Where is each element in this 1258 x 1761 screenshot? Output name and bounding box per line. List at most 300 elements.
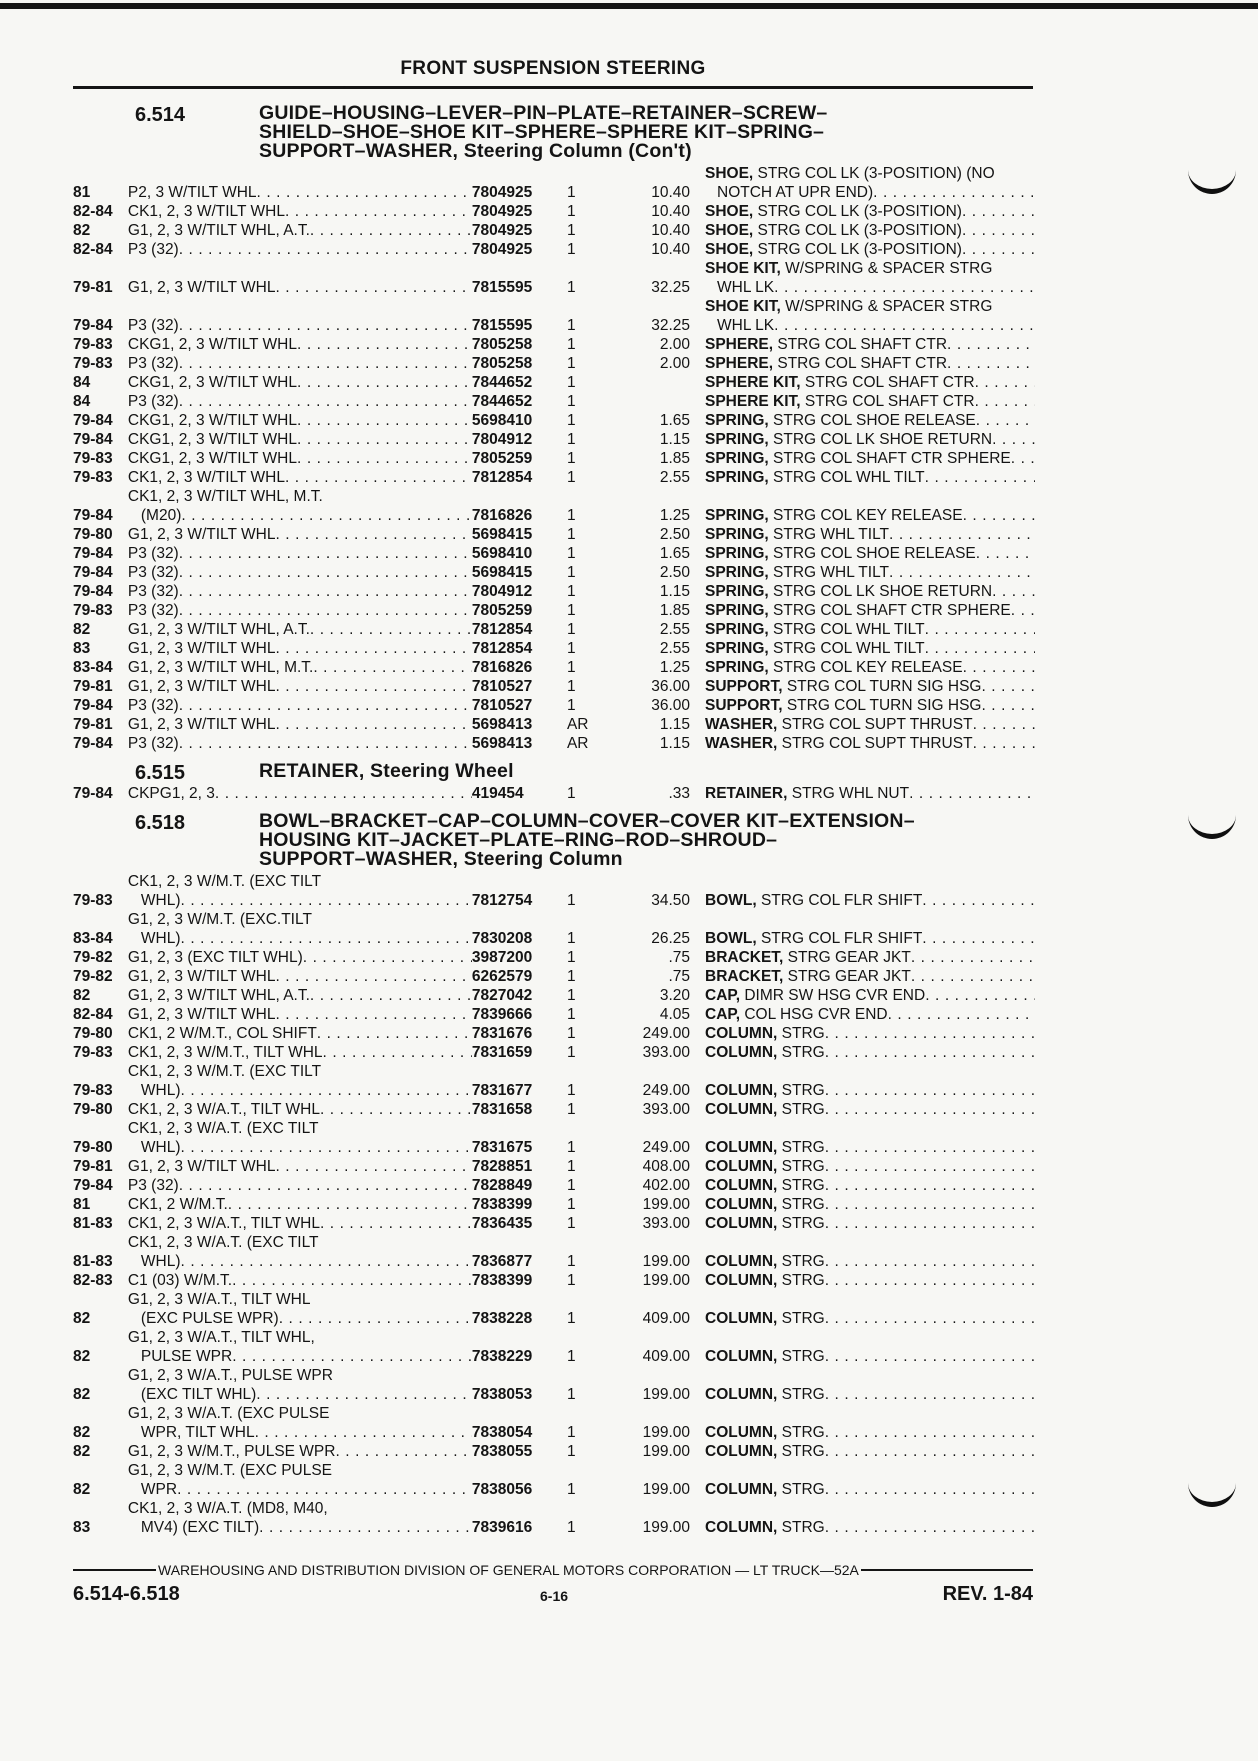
application-text: WHL) bbox=[140, 1139, 181, 1156]
price: 10.40 bbox=[651, 203, 690, 220]
application-line bbox=[128, 1176, 472, 1195]
application-line bbox=[128, 240, 472, 259]
application-line bbox=[128, 1024, 472, 1043]
application-line bbox=[128, 183, 472, 202]
description-line bbox=[705, 1480, 1035, 1499]
description-detail: STRG bbox=[777, 1386, 825, 1403]
description-text bbox=[705, 468, 925, 487]
description-detail: NOTCH AT UPR END) bbox=[717, 184, 874, 201]
parts-row bbox=[73, 1005, 1035, 1024]
part-name: SPRING, bbox=[705, 659, 769, 676]
part-name: COLUMN, bbox=[705, 1196, 778, 1213]
application bbox=[128, 544, 472, 563]
description-detail: STRG COL LK (3-POSITION) bbox=[753, 241, 962, 258]
description-line bbox=[705, 891, 1035, 910]
application-text: (EXC PULSE WPR) bbox=[140, 1310, 279, 1327]
quantity: 1 bbox=[566, 241, 576, 258]
part-number: 7812854 bbox=[471, 621, 533, 638]
model-year: 79-84 bbox=[73, 735, 113, 752]
model-year: 79-82 bbox=[73, 949, 113, 966]
description bbox=[705, 544, 1035, 563]
parts-row bbox=[73, 1233, 1035, 1271]
application-line bbox=[128, 487, 472, 506]
part-name: SPRING, bbox=[705, 564, 769, 581]
application-text: CK1, 2, 3 W/A.T. (EXC TILT bbox=[127, 1234, 319, 1251]
description-text bbox=[705, 544, 976, 563]
application-line bbox=[128, 1366, 472, 1385]
description-detail: STRG COL WHL TILT bbox=[768, 640, 925, 657]
price: 199.00 bbox=[642, 1386, 690, 1403]
parts-row bbox=[73, 449, 1035, 468]
application-line bbox=[128, 639, 472, 658]
application-text: G1, 2, 3 W/TILT WHL bbox=[127, 968, 276, 985]
application-text: P3 (32) bbox=[127, 241, 179, 258]
part-name: SPHERE, bbox=[705, 336, 774, 353]
application-line bbox=[128, 1233, 472, 1252]
part-number: 419454 bbox=[471, 785, 524, 802]
application bbox=[128, 910, 472, 948]
price: 1.15 bbox=[659, 583, 690, 600]
description-line bbox=[705, 677, 1035, 696]
quantity: 1 bbox=[566, 203, 576, 220]
description bbox=[705, 1423, 1035, 1442]
part-name: COLUMN, bbox=[705, 1272, 778, 1289]
application-text: CKG1, 2, 3 W/TILT WHL bbox=[127, 450, 297, 467]
description-line bbox=[705, 449, 1035, 468]
part-number: 7836877 bbox=[471, 1253, 533, 1270]
application bbox=[128, 1442, 472, 1461]
description bbox=[705, 563, 1035, 582]
quantity: 1 bbox=[566, 1253, 576, 1270]
quantity: 1 bbox=[566, 431, 576, 448]
part-number: 7816826 bbox=[471, 659, 533, 676]
quantity: 1 bbox=[566, 659, 576, 676]
price: 402.00 bbox=[642, 1177, 690, 1194]
parts-row bbox=[73, 784, 1035, 803]
application-text: G1, 2, 3 W/TILT WHL, A.T. bbox=[127, 987, 310, 1004]
price: 199.00 bbox=[642, 1481, 690, 1498]
description-text bbox=[705, 563, 889, 582]
quantity: 1 bbox=[566, 987, 576, 1004]
parts-row bbox=[73, 202, 1035, 221]
quantity: 1 bbox=[566, 1443, 576, 1460]
application-text: G1, 2, 3 W/A.T., TILT WHL, bbox=[127, 1329, 315, 1346]
description-detail: STRG COL SHAFT CTR SPHERE bbox=[768, 602, 1011, 619]
quantity: 1 bbox=[566, 469, 576, 486]
model-year: 82 bbox=[73, 222, 91, 239]
application-line bbox=[128, 1499, 472, 1518]
part-name: SPRING, bbox=[705, 545, 769, 562]
description bbox=[705, 1138, 1035, 1157]
description-detail: STRG bbox=[777, 1215, 825, 1232]
application-line bbox=[128, 967, 472, 986]
model-year: 79-81 bbox=[73, 716, 113, 733]
model-year: 79-82 bbox=[73, 968, 113, 985]
description-detail: STRG bbox=[777, 1253, 825, 1270]
application-line bbox=[128, 1518, 472, 1537]
model-year: 79-84 bbox=[73, 412, 113, 429]
description-line bbox=[705, 1252, 1035, 1271]
part-number: 7812854 bbox=[471, 469, 533, 486]
model-year: 82-84 bbox=[73, 241, 113, 258]
application bbox=[128, 430, 472, 449]
quantity: 1 bbox=[566, 1139, 576, 1156]
part-number: 7839616 bbox=[471, 1519, 533, 1536]
application-text: CK1, 2, 3 W/M.T., TILT WHL bbox=[127, 1044, 323, 1061]
description-text bbox=[705, 354, 947, 373]
section-number: 6.514 bbox=[135, 104, 186, 126]
parts-row bbox=[73, 1271, 1035, 1290]
description-text bbox=[705, 658, 963, 677]
description-detail: STRG GEAR JKT bbox=[783, 949, 911, 966]
model-year: 82-84 bbox=[73, 1006, 113, 1023]
parts-row bbox=[73, 1176, 1035, 1195]
part-name: COLUMN, bbox=[705, 1386, 778, 1403]
part-name: COLUMN, bbox=[705, 1177, 778, 1194]
application-text: PULSE WPR bbox=[140, 1348, 233, 1365]
application bbox=[128, 202, 472, 221]
quantity: 1 bbox=[566, 1101, 576, 1118]
description bbox=[705, 259, 1035, 297]
model-year: 79-83 bbox=[73, 1082, 113, 1099]
parts-row bbox=[73, 1043, 1035, 1062]
parts-row bbox=[73, 658, 1035, 677]
application-line bbox=[128, 1309, 472, 1328]
part-number: 7838399 bbox=[471, 1272, 533, 1289]
application-line bbox=[128, 354, 472, 373]
price: 1.85 bbox=[659, 602, 690, 619]
application-line bbox=[128, 430, 472, 449]
application bbox=[128, 278, 472, 297]
quantity: 1 bbox=[566, 1025, 576, 1042]
application-text: CKPG1, 2, 3 bbox=[127, 785, 215, 802]
description bbox=[705, 297, 1035, 335]
description-text bbox=[705, 335, 947, 354]
part-number: 5698415 bbox=[471, 526, 533, 543]
application bbox=[128, 1157, 472, 1176]
price: 36.00 bbox=[651, 678, 690, 695]
application-line bbox=[128, 948, 472, 967]
description-text bbox=[705, 506, 963, 525]
application bbox=[128, 1119, 472, 1157]
description-detail: STRG bbox=[777, 1196, 825, 1213]
part-number: 7844652 bbox=[471, 374, 533, 391]
part-number: 7816826 bbox=[471, 507, 533, 524]
part-number: 7804925 bbox=[471, 203, 533, 220]
description bbox=[705, 891, 1035, 910]
quantity: 1 bbox=[566, 393, 576, 410]
price: 409.00 bbox=[642, 1310, 690, 1327]
price: 1.15 bbox=[659, 716, 690, 733]
application bbox=[128, 1024, 472, 1043]
description-detail: STRG bbox=[777, 1272, 825, 1289]
parts-row bbox=[73, 563, 1035, 582]
description-line bbox=[705, 392, 1035, 411]
description-text bbox=[705, 1138, 825, 1157]
description-text bbox=[705, 891, 922, 910]
description-text bbox=[705, 784, 909, 803]
parts-row bbox=[73, 582, 1035, 601]
quantity: 1 bbox=[566, 968, 576, 985]
description-line bbox=[705, 563, 1035, 582]
parts-row bbox=[73, 986, 1035, 1005]
application-line bbox=[128, 1328, 472, 1347]
price: 1.85 bbox=[659, 450, 690, 467]
section-title-line: RETAINER, Steering Wheel bbox=[259, 760, 514, 782]
description bbox=[705, 354, 1035, 373]
application bbox=[128, 487, 472, 525]
description-line bbox=[705, 1271, 1035, 1290]
description-detail: STRG COL SHAFT CTR bbox=[800, 393, 975, 410]
description-text bbox=[705, 1385, 825, 1404]
application bbox=[128, 601, 472, 620]
application bbox=[128, 468, 472, 487]
description-text bbox=[705, 929, 922, 948]
application-line bbox=[128, 1290, 472, 1309]
application bbox=[128, 696, 472, 715]
model-year: 79-84 bbox=[73, 1177, 113, 1194]
quantity: 1 bbox=[566, 1177, 576, 1194]
part-number: 7804912 bbox=[471, 583, 533, 600]
description-detail: STRG COL SHOE RELEASE bbox=[768, 545, 976, 562]
description-text bbox=[705, 1480, 825, 1499]
application-text: G1, 2, 3 W/M.T., PULSE WPR bbox=[127, 1443, 336, 1460]
part-number: 7815595 bbox=[471, 279, 533, 296]
description-line bbox=[705, 986, 1035, 1005]
description-line bbox=[705, 784, 1035, 803]
model-year: 79-83 bbox=[73, 1044, 113, 1061]
part-name: COLUMN, bbox=[705, 1158, 778, 1175]
price: 249.00 bbox=[642, 1025, 690, 1042]
parts-row bbox=[73, 910, 1035, 948]
description bbox=[705, 1309, 1035, 1328]
application bbox=[128, 221, 472, 240]
model-year: 79-81 bbox=[73, 678, 113, 695]
description-detail: STRG COL LK SHOE RETURN bbox=[768, 431, 993, 448]
description-text bbox=[705, 525, 889, 544]
price: .75 bbox=[668, 968, 690, 985]
part-name: SHOE, bbox=[705, 165, 754, 182]
application bbox=[128, 1062, 472, 1100]
description bbox=[705, 164, 1035, 202]
quantity: 1 bbox=[566, 1082, 576, 1099]
application-text: G1, 2, 3 W/A.T. (EXC PULSE bbox=[127, 1405, 330, 1422]
description-line bbox=[705, 1100, 1035, 1119]
application-line bbox=[128, 1138, 472, 1157]
model-year: 84 bbox=[73, 393, 91, 410]
part-name: SPRING, bbox=[705, 412, 769, 429]
application-line bbox=[128, 1195, 472, 1214]
model-year: 79-83 bbox=[73, 892, 113, 909]
application-line bbox=[128, 601, 472, 620]
quantity: 1 bbox=[566, 1519, 576, 1536]
description-text bbox=[705, 696, 981, 715]
description-line bbox=[705, 1385, 1035, 1404]
description bbox=[705, 1176, 1035, 1195]
description-line bbox=[705, 601, 1035, 620]
application-line bbox=[128, 468, 472, 487]
price: 32.25 bbox=[651, 317, 690, 334]
application-line bbox=[128, 1271, 472, 1290]
description-detail: STRG COL SHAFT CTR bbox=[773, 355, 948, 372]
part-name: SPRING, bbox=[705, 526, 769, 543]
quantity: 1 bbox=[566, 1215, 576, 1232]
part-number: 7828851 bbox=[471, 1158, 533, 1175]
description-text bbox=[705, 1100, 825, 1119]
application-text: P3 (32) bbox=[127, 564, 179, 581]
application bbox=[128, 411, 472, 430]
application bbox=[128, 620, 472, 639]
model-year: 79-80 bbox=[73, 526, 113, 543]
part-name: SPHERE KIT, bbox=[705, 374, 801, 391]
model-year: 79-84 bbox=[73, 507, 113, 524]
description-detail: STRG bbox=[777, 1310, 825, 1327]
description-text bbox=[705, 240, 962, 259]
description-detail: STRG COL TURN SIG HSG bbox=[782, 678, 982, 695]
description bbox=[705, 411, 1035, 430]
part-name: SPRING, bbox=[705, 450, 769, 467]
parts-row bbox=[73, 468, 1035, 487]
quantity: 1 bbox=[566, 545, 576, 562]
price: 2.55 bbox=[659, 621, 690, 638]
application-line bbox=[128, 202, 472, 221]
application-line bbox=[128, 278, 472, 297]
quantity: 1 bbox=[566, 697, 576, 714]
price: 2.50 bbox=[659, 564, 690, 581]
description bbox=[705, 1252, 1035, 1271]
application bbox=[128, 639, 472, 658]
section-number: 6.518 bbox=[135, 812, 186, 834]
application-line bbox=[128, 929, 472, 948]
part-name: SPRING, bbox=[705, 507, 769, 524]
price: 2.00 bbox=[659, 355, 690, 372]
part-name: SHOE, bbox=[705, 241, 754, 258]
application-line bbox=[128, 696, 472, 715]
section-title bbox=[259, 762, 1035, 781]
price: .33 bbox=[668, 785, 690, 802]
part-number: 7831676 bbox=[471, 1025, 533, 1042]
description-line bbox=[705, 929, 1035, 948]
application-line bbox=[128, 715, 472, 734]
application-line bbox=[128, 1347, 472, 1366]
price: 199.00 bbox=[642, 1196, 690, 1213]
model-year: 83-84 bbox=[73, 930, 113, 947]
footer-division-line bbox=[73, 1562, 1033, 1578]
part-name: COLUMN, bbox=[705, 1044, 778, 1061]
description-line bbox=[705, 1138, 1035, 1157]
application bbox=[128, 525, 472, 544]
description bbox=[705, 658, 1035, 677]
description-text bbox=[705, 948, 911, 967]
description-line bbox=[705, 658, 1035, 677]
part-name: BOWL, bbox=[705, 892, 757, 909]
description bbox=[705, 1157, 1035, 1176]
description-text bbox=[705, 620, 925, 639]
model-year: 83 bbox=[73, 1519, 91, 1536]
description-line bbox=[705, 1309, 1035, 1328]
application-line bbox=[128, 525, 472, 544]
part-number: 5698410 bbox=[471, 545, 533, 562]
description-line bbox=[705, 1347, 1035, 1366]
description-line bbox=[705, 373, 1035, 392]
description-text bbox=[717, 316, 774, 335]
description-text bbox=[705, 1081, 825, 1100]
description-text bbox=[705, 1347, 825, 1366]
application-text: CK1, 2, 3 W/A.T., TILT WHL bbox=[127, 1101, 320, 1118]
application bbox=[128, 677, 472, 696]
section-title-line: BOWL–BRACKET–CAP–COLUMN–COVER–COVER KIT–EXTENSION– bbox=[259, 810, 915, 832]
quantity: 1 bbox=[566, 1481, 576, 1498]
application bbox=[128, 948, 472, 967]
model-year: 82 bbox=[73, 1386, 91, 1403]
part-number: 7805259 bbox=[471, 450, 533, 467]
quantity: 1 bbox=[566, 317, 576, 334]
description-detail: STRG COL LK SHOE RETURN bbox=[768, 583, 993, 600]
model-year: 84 bbox=[73, 374, 91, 391]
description-text bbox=[705, 601, 1011, 620]
application-text: WHL) bbox=[140, 1082, 181, 1099]
price: 1.15 bbox=[659, 431, 690, 448]
description-detail: STRG bbox=[777, 1443, 825, 1460]
application-text: CKG1, 2, 3 W/TILT WHL bbox=[127, 336, 297, 353]
quantity: 1 bbox=[566, 1424, 576, 1441]
application-text: G1, 2, 3 W/TILT WHL bbox=[127, 640, 276, 657]
price: 1.25 bbox=[659, 659, 690, 676]
part-name: COLUMN, bbox=[705, 1443, 778, 1460]
model-year: 79-83 bbox=[73, 602, 113, 619]
application-text: WHL) bbox=[140, 892, 181, 909]
description-text bbox=[705, 1157, 825, 1176]
parts-row bbox=[73, 392, 1035, 411]
description-line bbox=[705, 316, 1035, 335]
application-text: G1, 2, 3 W/A.T., PULSE WPR bbox=[127, 1367, 333, 1384]
quantity: 1 bbox=[566, 1006, 576, 1023]
quantity: 1 bbox=[566, 1158, 576, 1175]
price: 249.00 bbox=[642, 1082, 690, 1099]
parts-row bbox=[73, 1499, 1035, 1537]
description bbox=[705, 1480, 1035, 1499]
description bbox=[705, 639, 1035, 658]
description-line bbox=[705, 1214, 1035, 1233]
description-line bbox=[705, 506, 1035, 525]
price: 199.00 bbox=[642, 1272, 690, 1289]
part-number: 7810527 bbox=[471, 678, 533, 695]
description-text bbox=[705, 1442, 825, 1461]
description-detail: STRG bbox=[777, 1044, 825, 1061]
section-title-line: HOUSING KIT–JACKET–PLATE–RING–ROD–SHROUD– bbox=[259, 829, 778, 851]
binder-hole-mark bbox=[1188, 810, 1236, 839]
description-line bbox=[705, 202, 1035, 221]
quantity: 1 bbox=[566, 583, 576, 600]
part-name: SHOE, bbox=[705, 222, 754, 239]
model-year: 79-80 bbox=[73, 1139, 113, 1156]
description-detail: STRG COL FLR SHIFT bbox=[756, 892, 923, 909]
description-detail: STRG COL SUPT THRUST bbox=[777, 716, 973, 733]
description-text bbox=[705, 1252, 825, 1271]
part-name: SPRING, bbox=[705, 621, 769, 638]
application-text: CK1, 2, 3 W/A.T., TILT WHL bbox=[127, 1215, 320, 1232]
parts-row bbox=[73, 525, 1035, 544]
model-year: 82 bbox=[73, 621, 91, 638]
part-number: 7831677 bbox=[471, 1082, 533, 1099]
description-text bbox=[705, 639, 925, 658]
description bbox=[705, 1271, 1035, 1290]
quantity: 1 bbox=[566, 1044, 576, 1061]
application-text: G1, 2, 3 (EXC TILT WHL) bbox=[127, 949, 303, 966]
application bbox=[128, 373, 472, 392]
description-line bbox=[705, 297, 1035, 316]
application bbox=[128, 1214, 472, 1233]
